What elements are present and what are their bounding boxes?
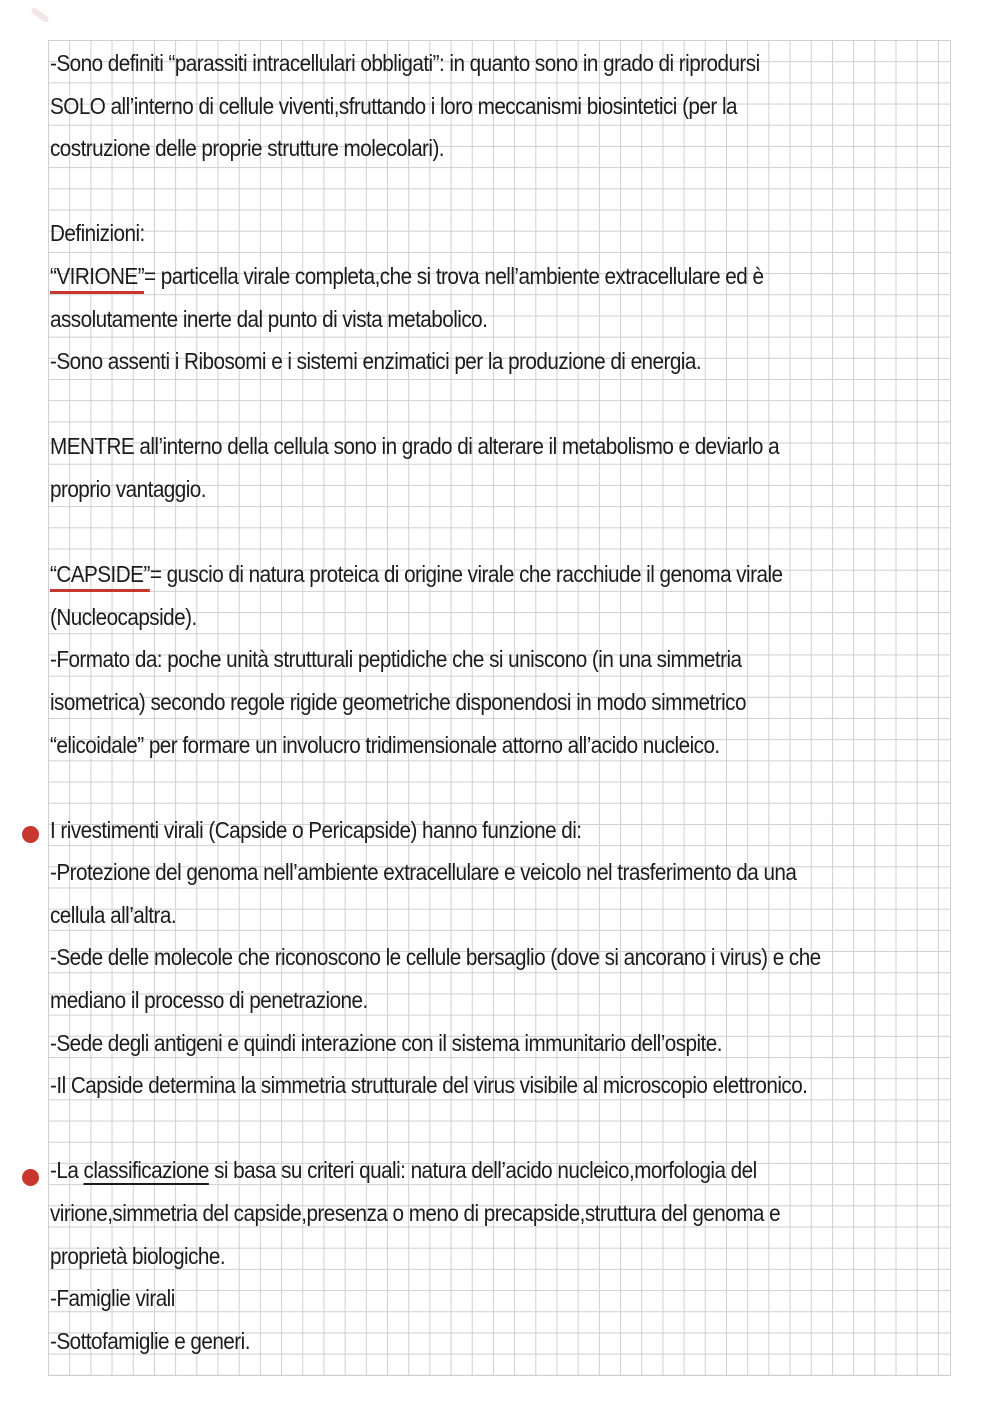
text-line: virione,simmetria del capside,presenza o meno di precapside,struttura del genoma e	[50, 1200, 781, 1227]
corner-smudge	[30, 7, 50, 23]
text-line: -Formato da: poche unità strutturali peptidiche che si uniscono (in una simmetria	[50, 646, 742, 673]
term-classificazione: classificazione	[83, 1157, 209, 1184]
text-line: costruzione delle proprie strutture molecolari).	[50, 135, 445, 162]
text-line: cellula all’altra.	[50, 901, 177, 928]
classification-text: si basa su criteri quali: natura dell’acido nucleico,morfologia del	[208, 1157, 757, 1184]
red-bullet-dot	[22, 1169, 39, 1186]
term-virione: “VIRIONE”	[50, 262, 145, 289]
definition-capside	[50, 553, 945, 596]
text-line: assolutamente inerte dal punto di vista metabolico.	[50, 305, 488, 332]
text-line: -Sono assenti i Ribosomi e i sistemi enzimatici per la produzione di energia.	[50, 348, 702, 375]
definition-text: = particella virale completa,che si trova nell’ambiente extracellulare ed è	[144, 262, 764, 289]
term-capside: “CAPSIDE”	[50, 561, 150, 588]
text-line: -Il Capside determina la simmetria strutturale del virus visibile al microscopio elettronico.	[50, 1072, 808, 1099]
definition-virione	[50, 255, 945, 298]
text-line: mediano il processo di penetrazione.	[50, 987, 368, 1014]
text-line: MENTRE all’interno della cellula sono in grado di alterare il metabolismo e deviarlo a	[50, 433, 780, 460]
text-line: isometrica) secondo regole rigide geometriche disponendosi in modo simmetrico	[50, 688, 746, 715]
section-heading: Definizioni:	[50, 220, 145, 247]
text-line: SOLO all’interno di cellule viventi,sfruttando i loro meccanismi biosintetici (per la	[50, 92, 737, 119]
text-line: -Sede delle molecole che riconoscono le cellule bersaglio (dove si ancorano i virus) e che	[50, 944, 821, 971]
text-line: -Famiglie virali	[50, 1285, 175, 1312]
classification-prefix: -La	[50, 1157, 84, 1184]
text-line: proprietà biologiche.	[50, 1242, 226, 1269]
text-line: -Sottofamiglie e generi.	[50, 1327, 250, 1354]
text-line: -Sono definiti “parassiti intracellulari obbligati”: in quanto sono in grado di riprodursi	[50, 50, 760, 76]
text-line: -Protezione del genoma nell’ambiente extracellulare e veicolo nel trasferimento da una	[50, 859, 797, 886]
definition-text: = guscio di natura proteica di origine virale che racchiude il genoma virale	[149, 561, 783, 588]
text-line: proprio vantaggio.	[50, 475, 206, 502]
text-line: “elicoidale” per formare un involucro tridimensionale attorno all’acido nucleico.	[50, 731, 720, 758]
text-line: -Sede degli antigeni e quindi interazione con il sistema immunitario dell’ospite.	[50, 1029, 722, 1056]
red-bullet-dot	[22, 826, 39, 843]
text-line: (Nucleocapside).	[50, 603, 197, 630]
classification-line	[50, 1149, 945, 1192]
text-line: I rivestimenti virali (Capside o Pericapside) hanno funzione di:	[50, 816, 582, 843]
note-text	[50, 42, 945, 1362]
